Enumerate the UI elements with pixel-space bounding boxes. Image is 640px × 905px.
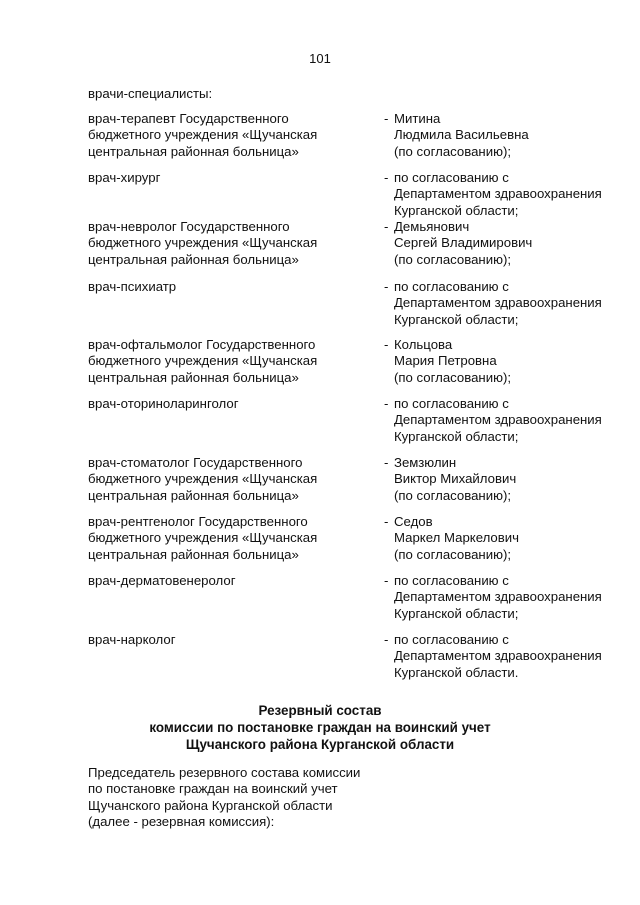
dash: - — [384, 514, 389, 529]
member-text: по согласованию с Департаментом здравоохранения Курганской области. — [394, 632, 602, 680]
position-text: врач-рентгенолог Государственного бюджетного учреждения «Щучанская центральная районная больница» — [88, 514, 318, 562]
member-text: Демьянович Сергей Владимирович (по согласованию); — [394, 219, 533, 267]
position-text: врач-стоматолог Государственного бюджетного учреждения «Щучанская центральная районная больница» — [88, 455, 318, 503]
member-text: по согласованию с Департаментом здравоохранения Курганской области; — [394, 573, 602, 621]
position-text: врач-нарколог — [88, 632, 176, 647]
dash: - — [384, 632, 389, 647]
position-text: врач-терапевт Государственного бюджетного учреждения «Щучанская центральная районная больница» — [88, 111, 318, 159]
position-text: врач-невролог Государственного бюджетного учреждения «Щучанская центральная районная больница» — [88, 219, 318, 267]
dash: - — [384, 396, 389, 411]
position-text: врач-офтальмолог Государственного бюджетного учреждения «Щучанская центральная районная больница» — [88, 337, 318, 385]
dash: - — [384, 219, 389, 234]
member-text: по согласованию с Департаментом здравоохранения Курганской области; — [394, 279, 602, 327]
position-text: врач-оториноларинголог — [88, 396, 239, 411]
position-text: врач-дерматовенеролог — [88, 573, 236, 588]
dash: - — [384, 573, 389, 588]
member-text: Кольцова Мария Петровна (по согласованию); — [394, 337, 512, 385]
position-text: врач-психиатр — [88, 279, 177, 294]
member-text: Седов Маркел Маркелович (по согласованию); — [394, 514, 520, 562]
dash: - — [384, 111, 389, 126]
page-number: 101 — [309, 51, 331, 66]
dash: - — [384, 337, 389, 352]
section-heading: врачи-специалисты: — [88, 86, 213, 101]
member-text: Митина Людмила Васильевна (по согласованию); — [394, 111, 529, 159]
dash: - — [384, 170, 389, 185]
member-text: по согласованию с Департаментом здравоохранения Курганской области; — [394, 396, 602, 444]
dash: - — [384, 279, 389, 294]
member-text: Земзюлин Виктор Михайлович (по согласованию); — [394, 455, 517, 503]
position-text: врач-хирург — [88, 170, 161, 185]
dash: - — [384, 455, 389, 470]
chair-text: Председатель резервного состава комиссии по постановке граждан на воинский учет Щучанского района Курганской области (далее - резервная комиссия): — [88, 765, 361, 829]
reserve-title: Резервный состав комиссии по постановке граждан на воинский учет Щучанского района Курганской области — [149, 703, 491, 752]
member-text: по согласованию с Департаментом здравоохранения Курганской области; — [394, 170, 602, 218]
